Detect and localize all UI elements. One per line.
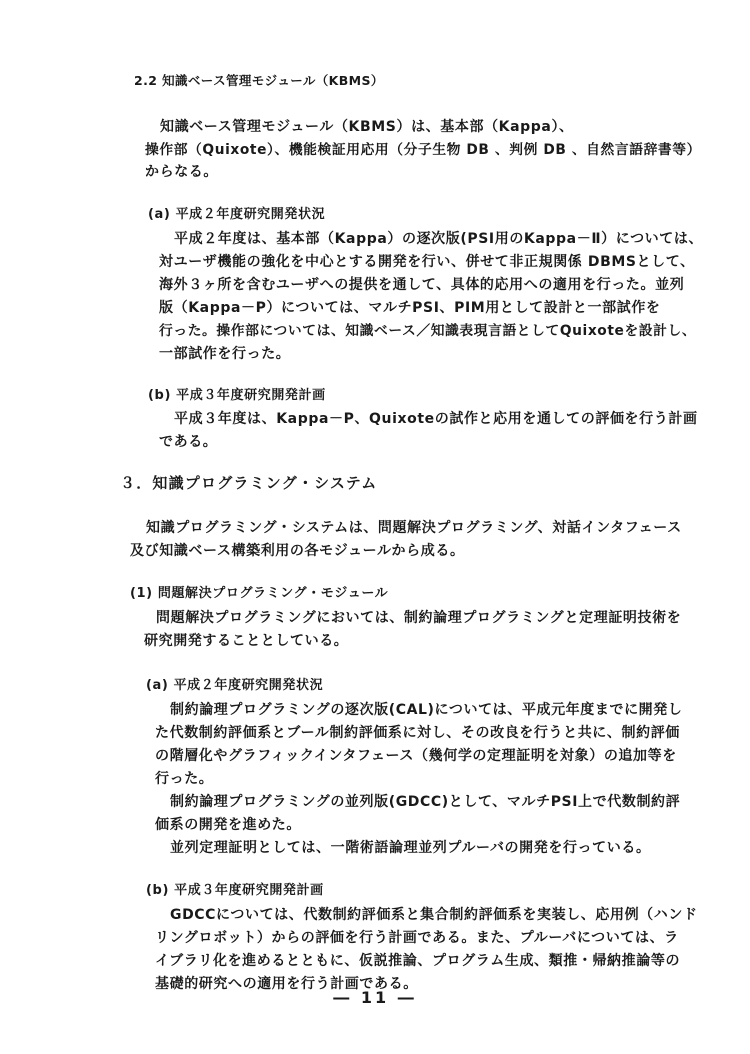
section-2-2-a-line: 版（Kappa－P）については、マルチPSI、PIM用として設計と一部試作を xyxy=(159,300,661,316)
section-3-b-line: GDCCについては、代数制約評価系と集合制約評価系を実装し、応用例（ハンド xyxy=(170,907,698,923)
section-3-b-line: 基礎的研究への適用を行う計画である。 xyxy=(155,976,418,992)
section-3-b-heading: (b) 平成３年度研究開発計画 xyxy=(146,883,324,898)
section-2-2-intro-line: 知識ベース管理モジュール（KBMS）は、基本部（Kappa）、 xyxy=(160,119,574,135)
section-2-2-intro-line: 操作部（Quixote）、機能検証用応用（分子生物 DB 、判例 DB 、自然言語辞書等） xyxy=(145,142,701,158)
section-2-2-a-heading: (a) 平成２年度研究開発状況 xyxy=(148,207,326,222)
section-3-b-line: リングロボット）からの評価を行う計画である。また、プルーバについては、ラ xyxy=(155,930,679,946)
section-2-2-b-heading: (b) 平成３年度研究開発計画 xyxy=(148,388,326,403)
section-2-2-intro-line: からなる。 xyxy=(145,164,218,180)
section-2-2-a-line: 対ユーザ機能の強化を中心とする開発を行い、併せて非正規関係 DBMSとして、 xyxy=(159,254,695,270)
section-3-intro-line: 知識プログラミング・システムは、問題解決プログラミング、対話インタフェース xyxy=(146,520,682,536)
section-3-a-heading: (a) 平成２年度研究開発状況 xyxy=(146,678,324,693)
section-3-a-line: 行った。 xyxy=(155,771,214,787)
section-3-a-line: 制約論理プログラミングの並列版(GDCC)として、マルチPSI上で代数制約評 xyxy=(170,794,681,810)
section-3-a-line: 並列定理証明としては、一階術語論理並列プルーバの開発を行っている。 xyxy=(170,840,651,856)
section-3-sub1-line: 研究開発することとしている。 xyxy=(144,633,349,649)
section-2-2-a-line: 海外３ヶ所を含むユーザへの提供を通して、具体的応用への適用を行った。並列 xyxy=(159,277,685,293)
section-3-heading: ３．知識プログラミング・システム xyxy=(120,474,378,492)
section-2-2-a-line: 行った。操作部については、知識ベース／知識表現言語としてQuixoteを設計し、 xyxy=(159,323,697,339)
section-2-2-a-line: 一部試作を行った。 xyxy=(159,346,291,362)
section-3-a-line: た代数制約評価系とブール制約評価系に対し、その改良を行うと共に、制約評価 xyxy=(155,725,680,741)
section-2-2-a-line: 平成２年度は、基本部（Kappa）の逐次版(PSI用のKappa－Ⅱ）については、 xyxy=(174,231,704,247)
section-2-2-heading: 2.2 知識ベース管理モジュール（KBMS） xyxy=(134,73,384,88)
section-3-a-line: 価系の開発を進めた。 xyxy=(155,817,301,833)
section-2-2-b-line: 平成３年度は、Kappa－P、Quixoteの試作と応用を通しての評価を行う計画 xyxy=(174,411,698,427)
section-3-b-line: イブラリ化を進めるとともに、仮説推論、プログラム生成、類推・帰納推論等の xyxy=(155,953,681,969)
page-number: ― 11 ― xyxy=(333,988,417,1007)
section-3-intro-line: 及び知識ベース構築利用の各モジュールから成る。 xyxy=(130,543,465,559)
section-3-a-line: の階層化やグラフィックインタフェース（幾何学の定理証明を対象）の追加等を xyxy=(155,748,677,764)
section-3-a-line: 制約論理プログラミングの逐次版(CAL)については、平成元年度までに開発し xyxy=(170,702,683,718)
section-3-sub1-line: 問題解決プログラミングにおいては、制約論理プログラミングと定理証明技術を xyxy=(156,610,682,626)
section-2-2-b-line: である。 xyxy=(159,434,218,450)
section-3-sub1-heading: (1) 問題解決プログラミング・モジュール xyxy=(130,586,389,601)
